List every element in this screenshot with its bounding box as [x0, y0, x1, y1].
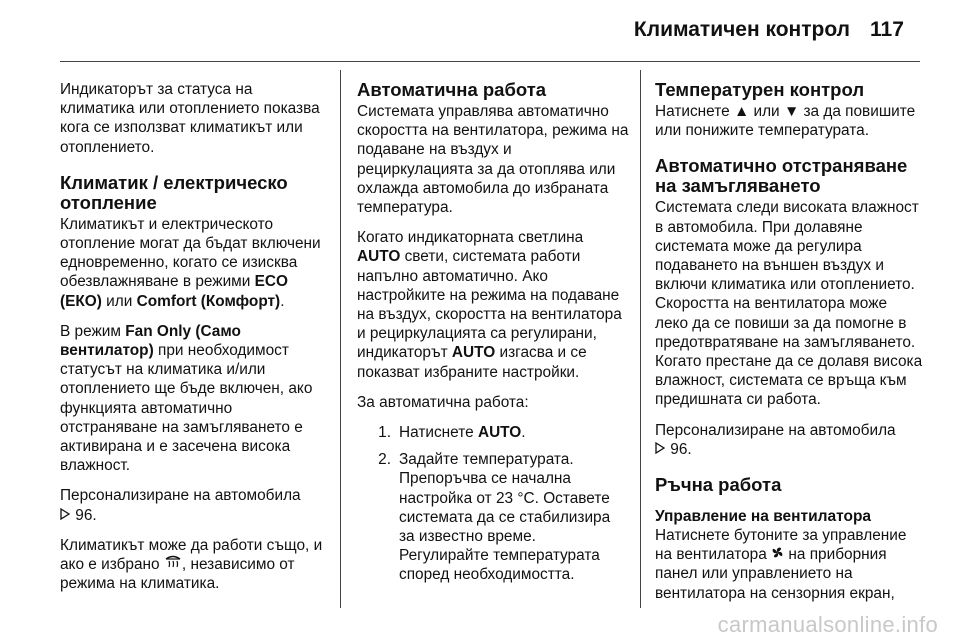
page-ref-arrow-icon [655, 440, 666, 459]
status-indicator-text: Индикаторът за статуса на климатика или отоплението показва кога се използват климатикът или отоплението. [60, 81, 320, 156]
personalization-ref-2: Персонализиране на автомобила 96. [655, 421, 896, 458]
list-item: 2. Задайте температурата. Препоръчва се начална настройка от 23 °C. Оставете системата да се стабилизира за известно време. Регулирайте температурата според необходимостта. [378, 451, 611, 584]
defrost-paragraph: Климатикът може да работи също, и ако е избрано , независимо от режима на климатика. [60, 536, 323, 593]
column-2 [357, 80, 629, 593]
auto-indicator-paragraph: Когато индикаторната светлина AUTO свети, системата работи напълно автоматично. Ако настройките на режима на подаване на въздух, скоростта на вентилатора и рециркулацията са регулирани, индикаторът AUTO изгасва и се показват избраните настройки. [357, 229, 622, 381]
fan-only-paragraph: В режим Fan Only (Само вентилатор) при необходимост статусът на климатика и/или отоплението ще бъде включен, ако функцията автоматично отстраняване на замъгляването е активирана и е засечена висока влажност. [60, 322, 313, 475]
heading-manual-operation: Ръчна работа [655, 474, 782, 496]
heading-auto-defog: Автоматично отстраняване на замъгляването [655, 155, 908, 197]
header-rule [60, 61, 920, 62]
watermark: carmanualsonline.info [717, 612, 938, 637]
page-header-title: Климатичен контрол [633, 18, 850, 41]
auto-intro-paragraph: Системата управлява автоматично скоростта на вентилатора, режима на подаване на въздух и рециркулацията за да отоплява или охлажда автомобила до избраната температура. [357, 103, 629, 217]
down-arrow-icon: ▼ [783, 103, 800, 120]
eco-mode-label: ECO (ЕКО) [60, 273, 288, 310]
page-ref-arrow-icon [60, 506, 71, 525]
defog-paragraph: Системата следи високата влажност в автомобила. При долавяне системата може да регулира подаването на външен въздух и включи климатика или отоплението. Скоростта на вентилатора може леко да се повиши за да помогне в предотвратяване на замъгляването. Когато престане да се долавя висока влажност, системата се връща към предишната си работа. [655, 199, 923, 409]
heading-ac-heating: Климатик / електрическо отопление [60, 171, 288, 213]
auto-steps-intro: За автоматична работа: [357, 393, 529, 411]
ac-paragraph: Климатикът и електрическото отопление могат да бъдат включени едновременно, когато се изисква обезвлажняване в режими ECO (ЕКО) или Comfort (Комфорт). [60, 215, 321, 310]
column-3 [655, 80, 923, 614]
page-number: 117 [870, 18, 904, 41]
column-divider-2 [640, 70, 641, 608]
column-divider-1 [340, 70, 341, 608]
fan-only-label: Fan Only (Само вентилатор) [60, 322, 241, 360]
auto-label: AUTO [357, 248, 401, 266]
fan-control-paragraph: Натиснете бутоните за управление на вентилатора на приборния панел или управлението на вентилатора на сензорния екран, [655, 527, 907, 602]
temperature-paragraph: Натиснете ▲ или ▼ за да повишите или понижите температурата. [655, 103, 916, 140]
list-item: 1. Натиснете AUTO. [378, 424, 526, 442]
auto-label-2: AUTO [451, 344, 496, 362]
column-1 [60, 80, 328, 604]
fan-icon [771, 545, 784, 564]
auto-label-3: AUTO [477, 424, 522, 442]
heading-temperature-control: Температурен контрол [655, 79, 865, 100]
up-arrow-icon: ▲ [733, 103, 750, 120]
heading-auto-operation: Автоматична работа [357, 79, 547, 100]
defrost-icon [164, 555, 182, 574]
personalization-ref: Персонализиране на автомобила 96. [60, 487, 301, 524]
auto-steps-list [357, 423, 629, 585]
comfort-mode-label: Comfort (Комфорт) [136, 292, 281, 310]
heading-fan-control: Управление на вентилатора [655, 508, 872, 526]
